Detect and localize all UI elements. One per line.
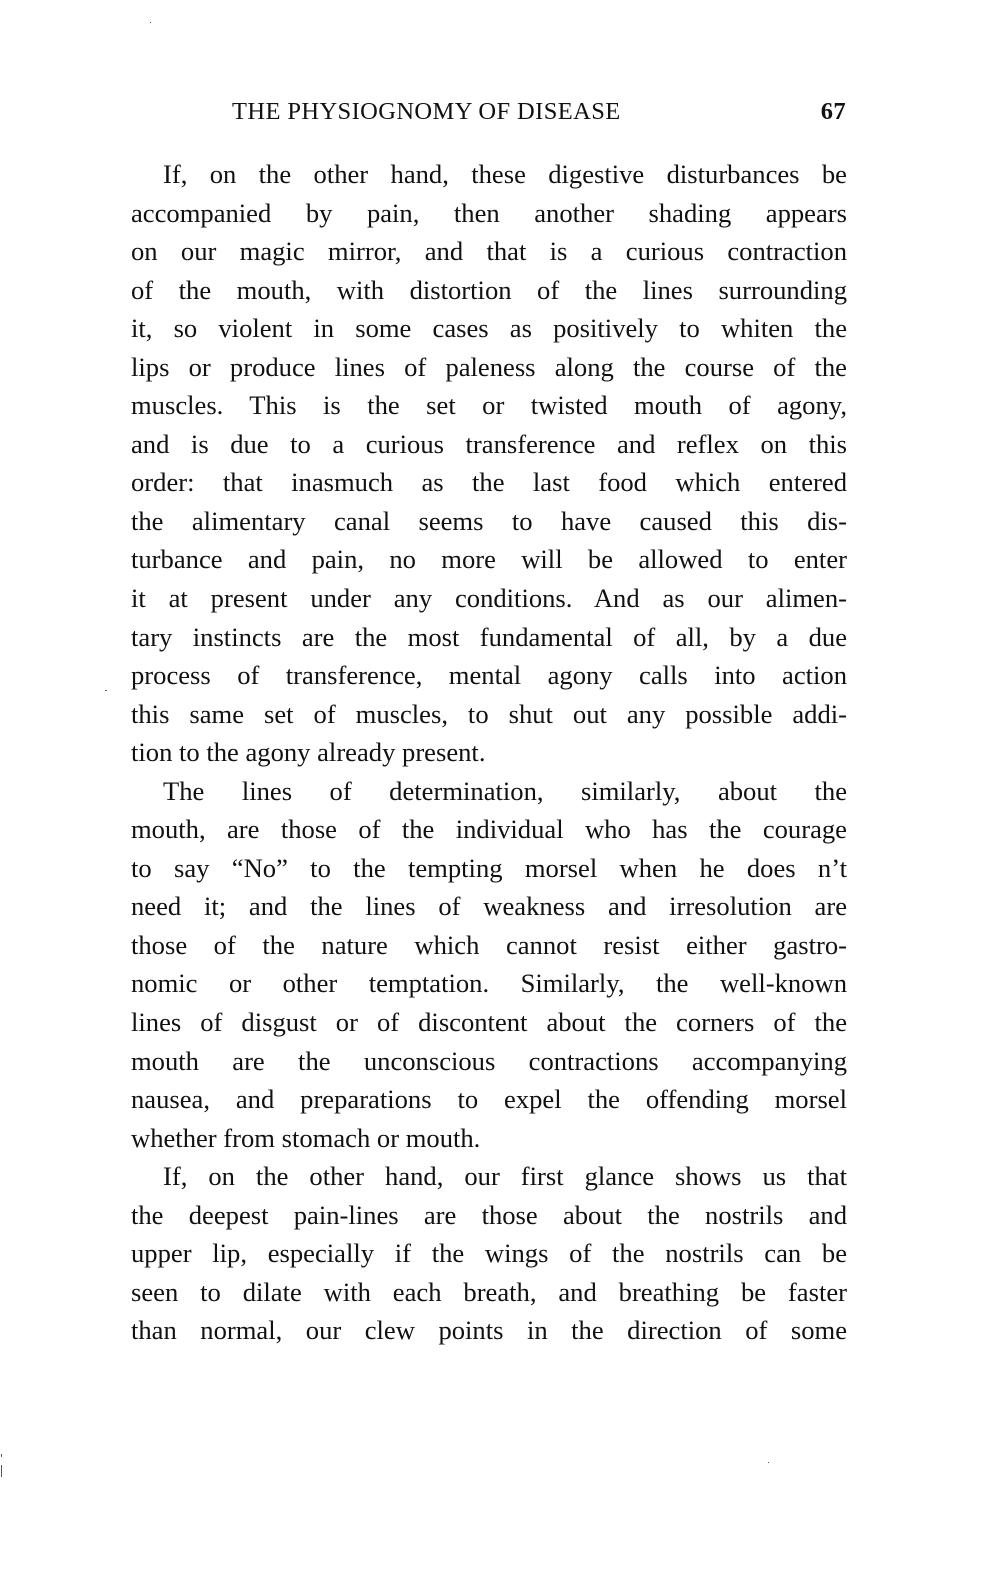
scan-speck: [1, 1465, 2, 1477]
text-line: seen to dilate with each breath, and breathing be faster: [131, 1276, 847, 1307]
text-line: than normal, our clew points in the direction of some: [131, 1315, 847, 1346]
text-line: it, so violent in some cases as positively to whiten the: [131, 313, 847, 344]
text-line: process of transference, mental agony calls into action: [131, 660, 847, 691]
text-line: nomic or other temptation. Similarly, the well-known: [131, 968, 847, 999]
scan-speck: [768, 1462, 769, 1463]
paragraph-1: [131, 155, 847, 772]
running-head-title: THE PHYSIOGNOMY OF DISEASE: [232, 98, 621, 125]
text-line: those of the nature which cannot resist either gastro-: [131, 929, 847, 960]
text-line: lips or produce lines of paleness along the course of the: [131, 351, 847, 382]
text-line: tary instincts are the most fundamental of all, by a due: [131, 621, 847, 652]
text-line: the deepest pain-lines are those about the nostrils and: [131, 1199, 847, 1230]
text-line: on our magic mirror, and that is a curious contraction: [131, 236, 847, 267]
text-line: order: that inasmuch as the last food which entered: [131, 467, 847, 498]
text-line: If, on the other hand, these digestive disturbances be: [163, 159, 847, 189]
scan-speck: [1, 1454, 2, 1457]
page-number: 67: [820, 98, 846, 125]
body-text: [131, 155, 847, 1350]
paragraph-3: [131, 1157, 847, 1350]
paragraph-2: [131, 772, 847, 1157]
text-line: whether from stomach or mouth.: [131, 1122, 481, 1153]
text-line: nausea, and preparations to expel the offending morsel: [131, 1084, 847, 1115]
text-line: turbance and pain, no more will be allowed to enter: [131, 544, 847, 575]
scan-speck: [105, 690, 107, 691]
text-line: muscles. This is the set or twisted mouth of agony,: [131, 390, 847, 421]
text-line: mouth are the unconscious contractions accompanying: [131, 1045, 847, 1076]
text-line: this same set of muscles, to shut out any possible addi-: [131, 698, 847, 729]
text-line: If, on the other hand, our first glance shows us that: [163, 1161, 847, 1192]
text-line: mouth, are those of the individual who has the courage: [131, 814, 847, 845]
text-line: the alimentary canal seems to have caused this dis-: [131, 505, 847, 536]
text-line: need it; and the lines of weakness and irresolution are: [131, 891, 847, 922]
text-line: it at present under any conditions. And as our alimen-: [131, 583, 847, 614]
text-line: of the mouth, with distortion of the lines surrounding: [131, 274, 847, 305]
text-line: to say “No” to the tempting morsel when he does n’t: [131, 852, 847, 883]
text-line: lines of disgust or of discontent about the corners of the: [131, 1007, 847, 1038]
text-line: and is due to a curious transference and reflex on this: [131, 428, 847, 459]
running-head: [232, 98, 846, 138]
text-line: tion to the agony already present.: [131, 737, 486, 768]
text-line: The lines of determination, similarly, about the: [163, 775, 847, 806]
text-line: upper lip, especially if the wings of the nostrils can be: [131, 1238, 847, 1269]
text-line: accompanied by pain, then another shading appears: [131, 197, 847, 228]
scan-speck: [150, 22, 151, 23]
